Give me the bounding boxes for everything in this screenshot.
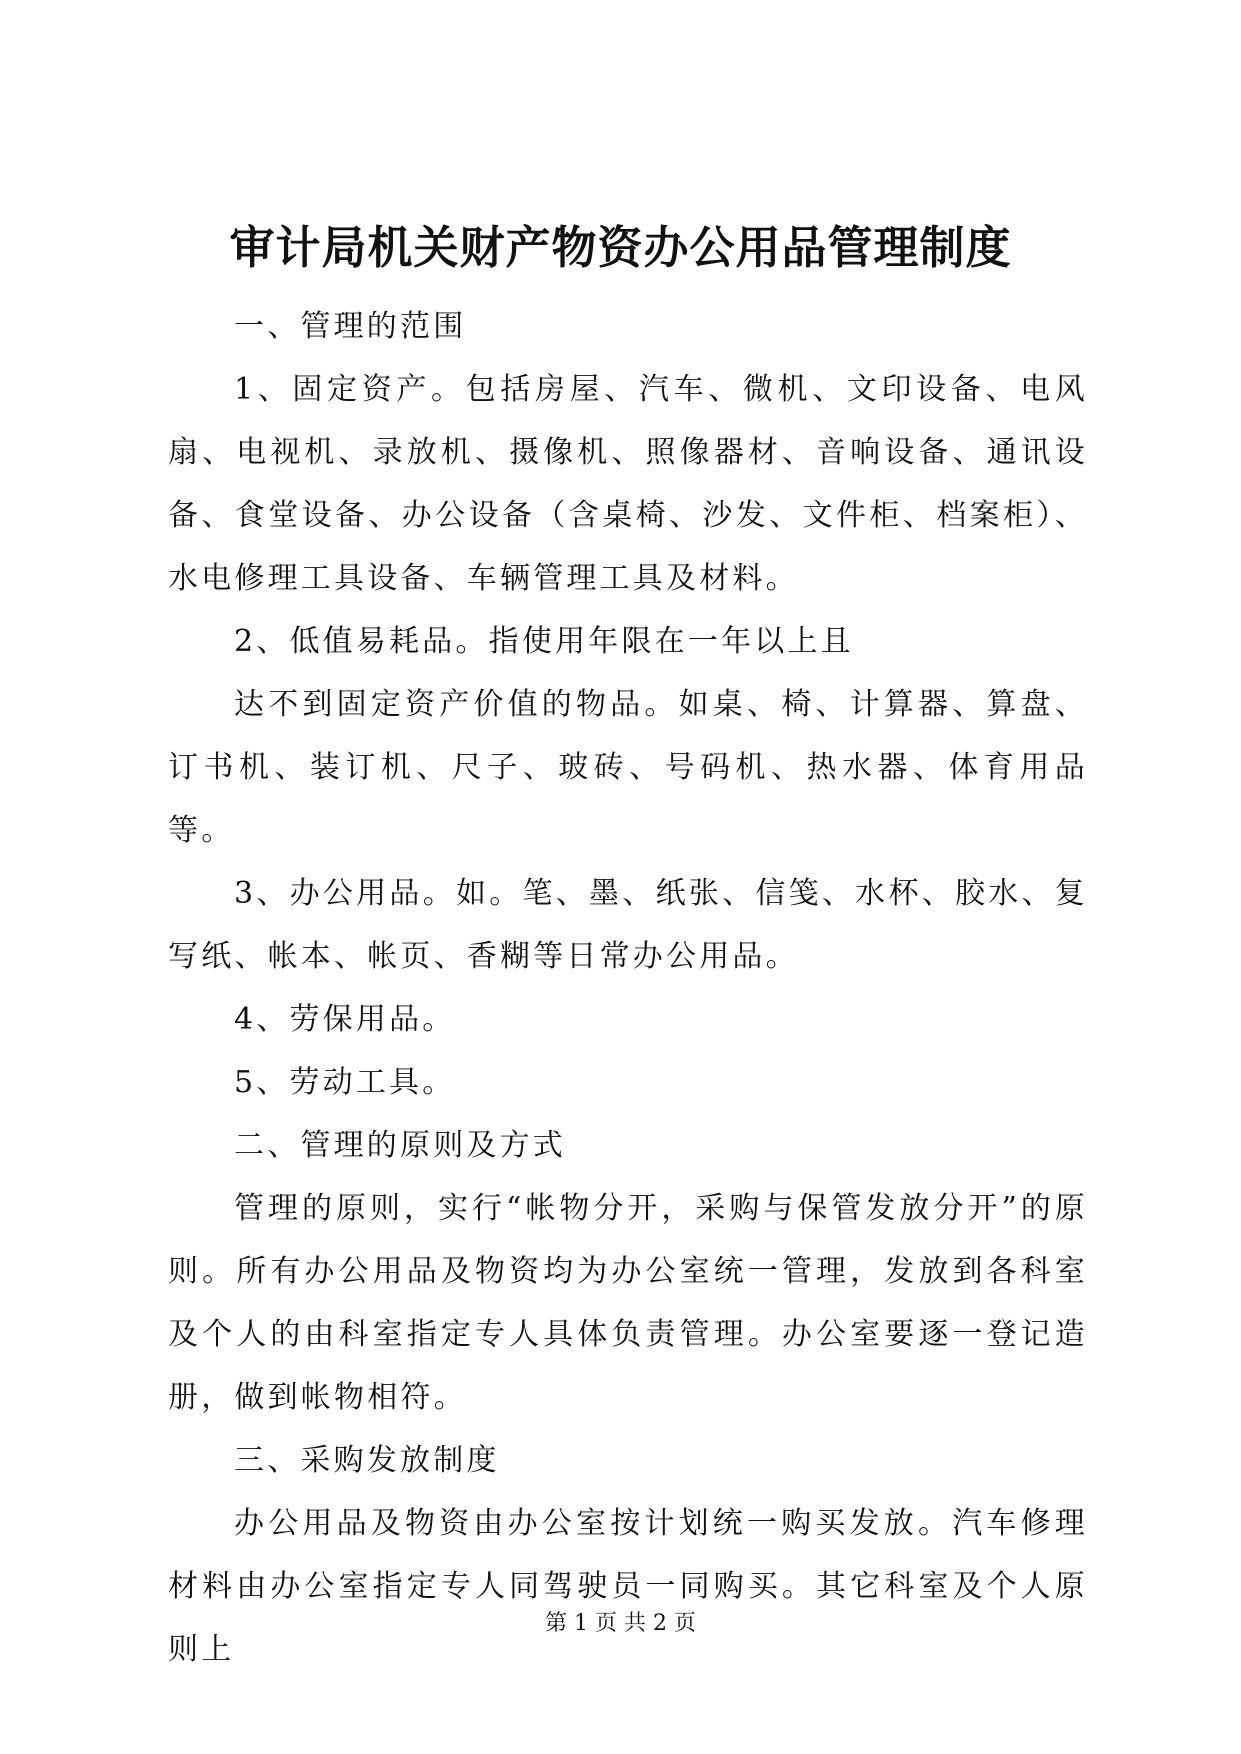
paragraph-labor-protection: 4、劳保用品。	[234, 1002, 456, 1037]
section-heading-scope: 一、管理的范围	[234, 309, 467, 344]
page-number-footer: 第 1 页 共 2 页	[545, 1611, 696, 1636]
paragraph-procurement: 办公用品及物资由办公室按计划统一购买发放。汽车修理材料由办公室指定专人同驾驶员一同购买。其它科室及个人原则上	[168, 1506, 1088, 1667]
document-body	[168, 295, 1088, 1681]
paragraph-principles: 管理的原则，实行“帐物分开，采购与保管发放分开”的原则。所有办公用品及物资均为办公室统一管理，发放到各科室及个人的由科室指定专人具体负责管理。办公室要逐一登记造册，做到帐物相符。	[168, 1191, 1088, 1415]
section-heading-principles: 二、管理的原则及方式	[234, 1128, 566, 1163]
paragraph-labor-tools: 5、劳动工具。	[234, 1065, 456, 1100]
paragraph-office-supplies: 3、办公用品。如。笔、墨、纸张、信笺、水杯、胶水、复写纸、帐本、帐页、香糊等日常办公用品。	[168, 876, 1088, 974]
section-heading-procurement: 三、采购发放制度	[234, 1443, 500, 1478]
paragraph-fixed-assets: 1、固定资产。包括房屋、汽车、微机、文印设备、电风扇、电视机、录放机、摄像机、照像器材、音响设备、通讯设备、食堂设备、办公设备（含桌椅、沙发、文件柜、档案柜）、水电修理工具设备、车辆管理工具及材料。	[168, 372, 1088, 596]
paragraph-consumables-continued: 达不到固定资产价值的物品。如桌、椅、计算器、算盘、订书机、装订机、尺子、玻砖、号码机、热水器、体育用品等。	[168, 687, 1088, 848]
document-title: 审计局机关财产物资办公用品管理制度	[229, 221, 1012, 274]
paragraph-consumables: 2、低值易耗品。指使用年限在一年以上且	[234, 624, 854, 659]
